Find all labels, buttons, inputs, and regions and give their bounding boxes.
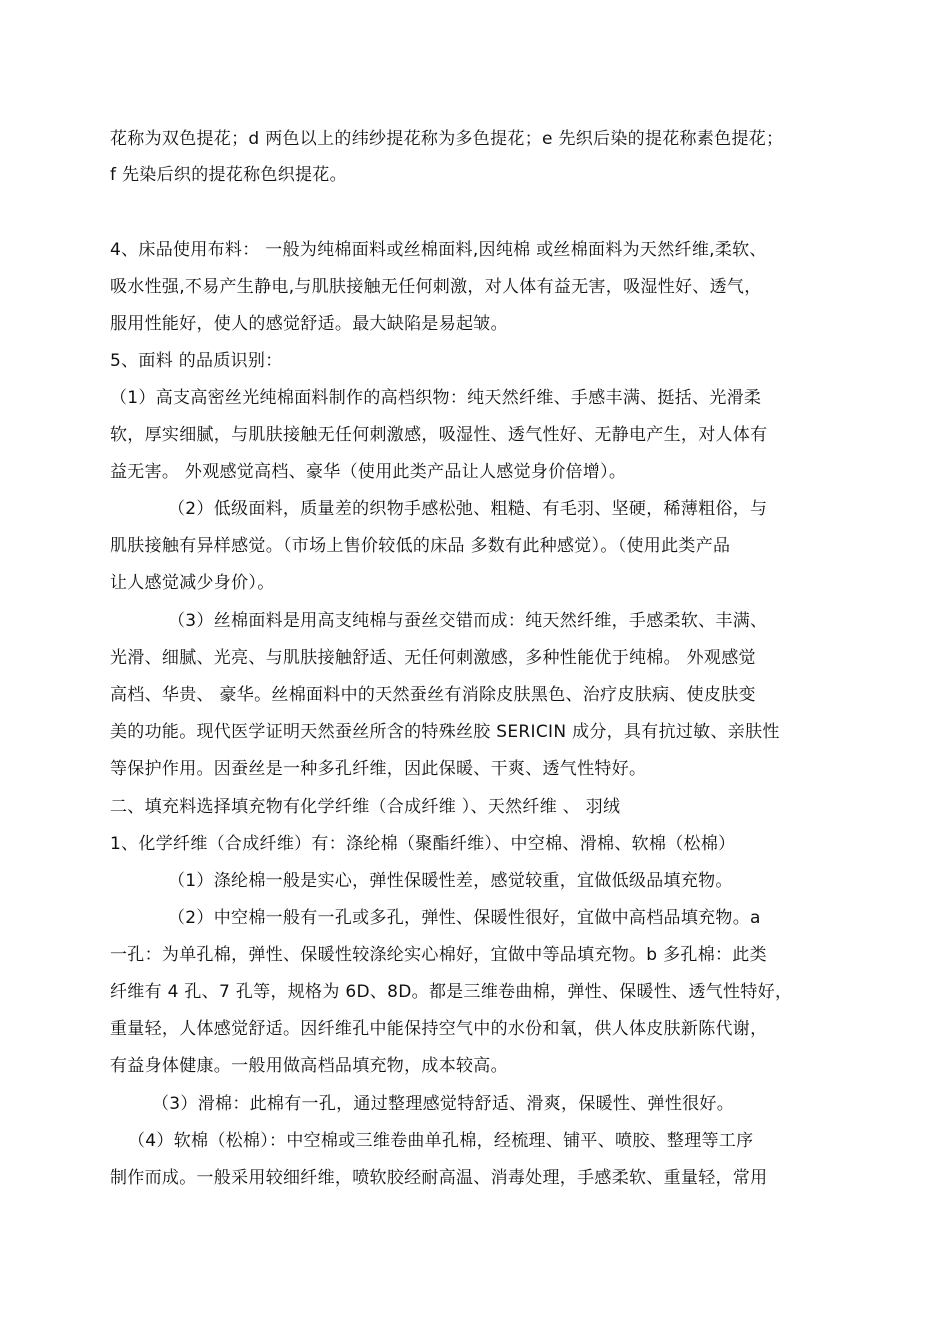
text-line: （3）丝棉面料是用高支纯棉与蚕丝交错而成：纯天然纤维，手感柔软、丰满、 — [168, 611, 768, 631]
text-line: （2）中空棉一般有一孔或多孔，弹性、保暖性很好，宜做中高档品填充物。a — [168, 908, 761, 928]
text-line: 有益身体健康。一般用做高档品填充物，成本较高。 — [110, 1056, 508, 1076]
text-line: 吸水性强,不易产生静电,与肌肤接触无任何刺激，对人体有益无害，吸湿性好、透气， — [110, 277, 762, 297]
text-line: 肌肤接触有异样感觉。（市场上售价较低的床品 多数有此种感觉）。（使用此类产品 — [110, 536, 731, 556]
text-line: 花称为双色提花；d 两色以上的纬纱提花称为多色提花；e 先织后染的提花称素色提花； — [110, 129, 784, 149]
text-line: （4）软棉（松棉）：中空棉或三维卷曲单孔棉，经梳理、铺平、喷胶、整理等工序 — [128, 1131, 754, 1151]
text-line: 1、化学纤维（合成纤维）有：涤纶棉（聚酯纤维）、中空棉、滑棉、软棉（松棉） — [110, 834, 736, 854]
text-line: （2）低级面料，质量差的织物手感松弛、粗糙、有毛羽、坚硬，稀薄粗俗，与 — [168, 499, 768, 519]
text-line: 一孔：为单孔棉，弹性、保暖性较涤纶实心棉好，宜做中等品填充物。b 多孔棉：此类 — [110, 945, 767, 965]
text-line: 服用性能好，使人的感觉舒适。最大缺陷是易起皱。 — [110, 314, 508, 334]
text-line: 制作而成。一般采用较细纤维，喷软胶经耐高温、消毒处理，手感柔软、重量轻，常用 — [110, 1168, 768, 1188]
text-line: 纤维有 4 孔、7 孔等，规格为 6D、8D。都是三维卷曲棉，弹性、保暖性、透气性特好， — [110, 982, 793, 1002]
text-line: 软，厚实细腻，与肌肤接触无任何刺激感，吸湿性、透气性好、无静电产生，对人体有 — [110, 425, 768, 445]
text-line: 4、床品使用布料： 一般为纯棉面料或丝棉面料,因纯棉 或丝棉面料为天然纤维,柔软、 — [110, 240, 767, 260]
text-line: 益无害。 外观感觉高档、豪华（使用此类产品让人感觉身价倍增）。 — [110, 462, 627, 482]
section-heading: 5、面料 的品质识别： — [110, 351, 283, 371]
text-line: 光滑、细腻、光亮、与肌肤接触舒适、无任何刺激感，多种性能优于纯棉。 外观感觉 — [110, 648, 756, 668]
text-line: （1）高支高密丝光纯棉面料制作的高档织物：纯天然纤维、手感丰满、挺括、光滑柔 — [110, 388, 762, 408]
text-line: f 先染后织的提花称色织提花。 — [110, 165, 347, 185]
text-line: 等保护作用。因蚕丝是一种多孔纤维，因此保暖、干爽、透气性特好。 — [110, 759, 647, 779]
text-line: 美的功能。现代医学证明天然蚕丝所含的特殊丝胶 SERICIN 成分，具有抗过敏、亲肤性 — [110, 722, 780, 742]
text-line: （1）涤纶棉一般是实心，弹性保暖性差，感觉较重，宜做低级品填充物。 — [168, 871, 733, 891]
text-line: 让人感觉减少身价）。 — [110, 573, 275, 593]
text-line: 高档、华贵、 豪华。丝棉面料中的天然蚕丝有消除皮肤黑色、治疗皮肤病、使皮肤变 — [110, 685, 756, 705]
section-heading: 二、填充料选择填充物有化学纤维（合成纤维 ）、天然纤维 、 羽绒 — [110, 797, 621, 817]
text-line: 重量轻，人体感觉舒适。因纤维孔中能保持空气中的水份和氧，供人体皮肤新陈代谢， — [110, 1019, 768, 1039]
text-line: （3）滑棉：此棉有一孔，通过整理感觉特舒适、滑爽，保暖性、弹性很好。 — [152, 1094, 735, 1114]
